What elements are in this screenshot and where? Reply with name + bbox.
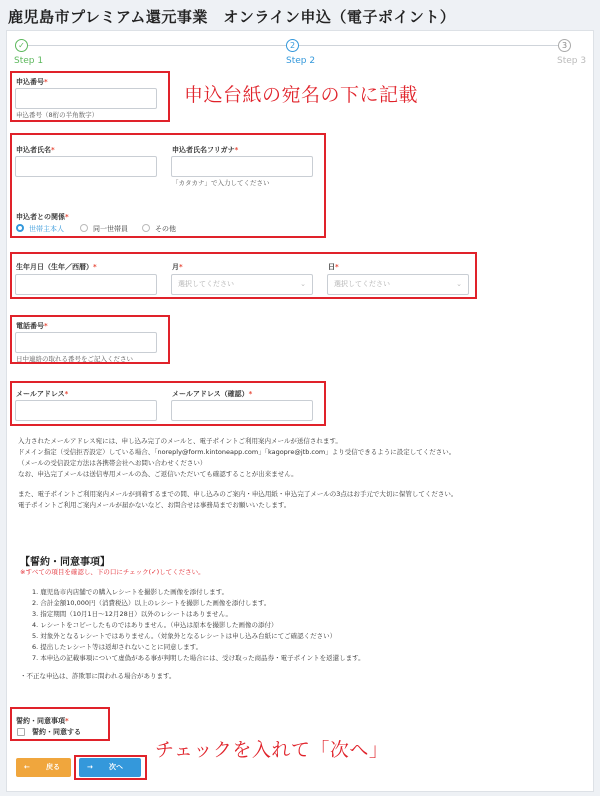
step-3-circle: 3 — [558, 39, 571, 52]
annotation-box-birthdate — [10, 252, 477, 299]
relationship-label: 申込者との関係* — [16, 213, 69, 221]
applicant-kana-label: 申込者氏名フリガナ* — [172, 146, 239, 154]
birth-month-label: 月* — [172, 263, 183, 271]
email-label: メールアドレス* — [16, 390, 69, 398]
agree-label: 誓約・同意事項* — [16, 717, 69, 725]
step-1-check-icon: ✓ — [15, 39, 28, 52]
chevron-down-icon: ⌄ — [456, 280, 462, 288]
applicant-kana-hint: 「カタカナ」で入力してください — [172, 179, 270, 187]
page-title: 鹿児島市プレミアム還元事業 オンライン申込（電子ポイント） — [8, 8, 456, 26]
annotation-top-text: 申込台紙の宛名の下に記載 — [184, 84, 419, 106]
terms-item: 3. 指定期間（10月1日〜12月28日）以外のレシートはありません。 — [32, 610, 232, 618]
arrow-left-icon: ← — [24, 763, 30, 771]
birth-day-select[interactable]: 選択してください ⌄ — [327, 274, 469, 295]
notice-line: また、電子ポイントご利用案内メールが到着するまでの間、申し込みのご案内・申込用紙・申込完了メールの3点はお手元で大切に保管してください。 — [18, 490, 458, 498]
step-line-1 — [28, 45, 286, 46]
notice-line: なお、申込完了メールは送信専用メールの為、ご返信いただいても確認することが出来ません。 — [18, 470, 298, 478]
annotation-box-application-number — [10, 71, 170, 122]
application-number-hint: 申込番号（8桁の半角数字） — [16, 111, 99, 119]
step-2-label: Step 2 — [286, 56, 316, 66]
terms-subheading: ※すべての項目を確認し、下の口にチェック(✓)してください。 — [20, 568, 205, 576]
notice-line: 入力されたメールアドレス宛には、申し込み完了のメールと、電子ポイントご利用案内メールが送信されます。 — [18, 437, 342, 445]
notice-line: 電子ポイントご利用ご案内メールが届かないなど、お問合せは事務局までお願いいたします。 — [18, 501, 291, 509]
terms-heading: 【誓約・同意事項】 — [20, 557, 110, 568]
application-number-label: 申込番号* — [16, 78, 48, 86]
terms-item: 4. レシートをコピーしたものではありません。（申込は原本を撮影した画像の添付） — [32, 621, 278, 629]
notice-line: ドメイン指定（受信拒否設定）している場合、「noreply@form.kintoneapp.com」「kagopre@jtb.com」より受信できるように設定してください。 — [18, 448, 456, 456]
step-2-circle: 2 — [286, 39, 299, 52]
step-1-label: Step 1 — [14, 56, 44, 66]
applicant-name-label: 申込者氏名* — [16, 146, 55, 154]
phone-label: 電話番号* — [16, 322, 48, 330]
annotation-box-name — [10, 133, 326, 238]
terms-item: 7. 本申込の記載事項について虚偽がある事が判明した場合には、受け取った商品券・電子ポイントを返還します。 — [32, 654, 365, 662]
annotation-box-phone — [10, 315, 170, 364]
arrow-right-icon: → — [87, 763, 93, 771]
terms-item: 6. 提出したレシート等は返却されないことに同意します。 — [32, 643, 203, 651]
fraud-note: ・不正な申込は、詐欺罪に問われる場合があります。 — [20, 672, 176, 680]
next-button[interactable]: → 次へ — [79, 758, 141, 777]
terms-item: 1. 鹿児島市内店舗での購入レシートを撮影した画像を添付します。 — [32, 588, 229, 596]
step-3-label: Step 3 — [557, 56, 587, 66]
annotation-bottom-text: チェックを入れて「次へ」 — [155, 739, 389, 761]
phone-hint: 日中連絡の取れる番号をご記入ください — [16, 355, 133, 363]
email-confirm-label: メールアドレス（確認）* — [172, 390, 253, 398]
relationship-option-self[interactable]: 世帯主本人 — [29, 225, 64, 233]
terms-item: 5. 対象外となるレシートではありません。（対象外となるレシートは申し込み台紙にてご確認ください） — [32, 632, 337, 640]
birth-day-label: 日* — [328, 263, 339, 271]
back-button[interactable]: ← 戻る — [16, 758, 71, 777]
relationship-option-household[interactable]: 同一世帯員 — [93, 225, 128, 233]
agree-checkbox-label[interactable]: 誓約・同意する — [32, 728, 81, 736]
annotation-box-next — [74, 755, 147, 780]
notice-line: （メールの受信設定方法は各携帯会社へお問い合わせください） — [18, 459, 207, 467]
chevron-down-icon: ⌄ — [300, 280, 306, 288]
birth-year-label: 生年月日（生年／西暦）* — [16, 263, 97, 271]
relationship-option-other[interactable]: その他 — [155, 225, 176, 233]
step-line-2 — [299, 45, 558, 46]
annotation-box-agree — [10, 707, 110, 741]
annotation-box-email — [10, 381, 326, 426]
birth-month-select[interactable]: 選択してください ⌄ — [171, 274, 313, 295]
terms-item: 2. 合計金額10,000円（消費税込）以上のレシートを撮影した画像を添付します。 — [32, 599, 271, 607]
